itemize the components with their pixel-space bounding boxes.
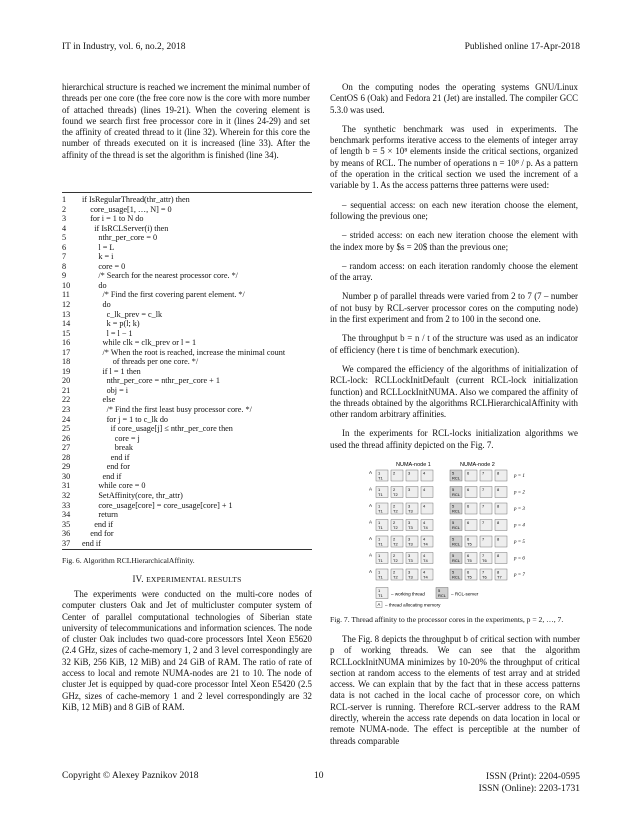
numa-node-1-label: NUMA-node 1 [396,462,431,468]
core-number: 3 [408,487,411,492]
core-number: 3 [408,520,411,525]
core-number: 5 [452,520,455,525]
thread-label: T2 [393,508,398,514]
thread-label: T4 [423,525,428,530]
thread-label: T1 [378,574,383,580]
thread-label: T5 [467,574,472,580]
core-number: 7 [482,520,485,525]
algorithm-line [62,367,312,377]
core-number: 6 [467,536,470,542]
algorithm-line [62,243,312,253]
line-number: 19 [62,366,71,376]
left-column-bottom [62,589,312,713]
paragraph: – random access: on each iteration randomly choose the element of the array. [330,260,578,283]
core-number: 2 [393,536,396,542]
section-title: EXPERIMENTAL RESULTS [146,575,242,584]
algorithm-line [62,539,312,549]
line-number: 35 [62,519,71,529]
paragraph: hierarchical structure is reached we increment the minimal number of threads per one core (the free core now is the core with more number of attached threads) (lines 19-21). When the covering element is found we search first free processor core in it (lines 24-29) and set the affinity of created thread to it (line 32). Wherein for this core the number of threads executed on it is increased (line 33). After the affinity of the thread is set the algorithm is finished (line 34). [62,82,310,160]
fig6-caption: Fig. 6. Algorithm RCLHierarchicalAffinity. [62,556,195,565]
section-heading [62,574,312,584]
line-text: core = j [82,433,140,443]
line-number: 37 [62,538,71,548]
algorithm-line [62,214,312,224]
thread-label: T1 [378,558,383,563]
line-number: 10 [62,280,71,290]
core-number: 2 [393,569,396,575]
algorithm-line [62,338,312,348]
line-number: 13 [62,309,71,319]
line-text: l = l − 1 [82,328,133,338]
core-number: 6 [467,569,470,575]
p-label: p = 2 [514,490,525,496]
thread-label: T6 [482,574,487,580]
line-text: for i = 1 to N do [82,214,144,224]
line-text: for j = 1 to c_lk do [82,414,169,424]
thread-label: T2 [393,574,398,580]
p-label: p = 7 [514,573,525,578]
line-number: 17 [62,347,71,357]
alloc-marker: A [369,470,373,475]
line-text: /* Find the first covering parent element. */ [82,290,245,300]
paragraph: The synthetic benchmark was used in experiments. The benchmark performs iterative access to the elements of integer array of length b = 5 × 10⁸ elements inside the critical sections, organized by means of RCL. The number of operations n = 10⁸ / p. As a pattern of the operation in the critical section we used the increment of a variable by 1. As the access patterns three patterns were used: [330,123,578,191]
line-text: if l = 1 then [82,366,141,376]
running-header-date: Published online 17-Apr-2018 [464,42,580,52]
algorithm-line [62,453,312,463]
thread-label: T1 [378,508,383,514]
fig7-caption: Fig. 7. Thread affinity to the processor cores in the experiments, p = 2, …, 7. [330,615,564,624]
line-number: 26 [62,433,71,443]
core-number: 7 [482,503,485,509]
core-number: 5 [452,553,455,558]
thread-label: RCL [452,492,461,497]
line-number: 23 [62,405,71,415]
fig7-thread-affinity-diagram [368,458,578,608]
p-label: p = 4 [514,523,525,529]
paragraph: – sequential access: on each new iteration choose the element, following the previous one; [330,199,578,221]
core-number: 1 [378,470,381,476]
core-number: 6 [467,503,470,509]
line-number: 1 [62,195,67,204]
core-number: 2 [393,470,396,476]
algorithm-line [62,281,312,291]
algorithm-line [62,224,312,234]
line-number: 27 [62,443,71,453]
line-text: end if [82,538,101,548]
algorithm-line [62,481,312,491]
algorithm-line [62,415,312,425]
thread-label: T2 [393,558,398,563]
core-number: 8 [497,536,500,542]
line-number: 3 [62,214,67,224]
left-column-top [62,82,310,161]
core-number: 4 [423,503,426,509]
line-number: 18 [62,357,71,367]
line-text: of threads per one core. */ [82,357,199,367]
thread-label: T4 [423,558,428,563]
alloc-marker: A [369,519,373,525]
core-number: 1 [378,553,381,558]
algorithm-line [62,195,312,205]
thread-label: T7 [497,574,502,580]
line-text: end for [82,462,130,472]
thread-label: T4 [423,541,428,547]
legend-alloc-letter: A [377,602,381,607]
core-number: 4 [423,569,426,575]
legend-thread-alloc: – thread allocating memory [385,602,441,608]
line-text: k = i [82,252,114,262]
thread-label: T3 [408,574,413,580]
thread-label: T1 [378,541,383,547]
core-number: 2 [393,487,396,492]
alloc-marker: A [369,503,373,508]
line-text: /* When the root is reached, increase the minimal count [82,347,286,357]
line-text: l = L [82,242,115,252]
line-number: 30 [62,471,71,481]
core-number: 6 [467,520,470,525]
line-text: do [82,300,111,310]
line-number: 2 [62,204,67,214]
algorithm-line [62,233,312,243]
algorithm-line [62,300,312,310]
core-number: 4 [423,536,426,542]
alloc-marker: A [369,486,373,492]
algorithm-line [62,357,312,367]
thread-label: T4 [423,574,428,580]
line-number: 5 [62,233,67,243]
algorithm-line [62,271,312,281]
p-label: p = 3 [514,507,525,512]
line-number: 22 [62,395,71,405]
line-text: core_usage[core] = core_usage[core] + 1 [82,500,233,510]
paragraph: In the experiments for RCL-locks initialization algorithms we used the thread affinity depicted on the Fig. 7. [330,428,578,450]
line-text: if IsRegularThread(thr_attr) then [82,195,190,204]
paragraph: On the computing nodes the operating systems GNU/Linux CentOS 6 (Oak) and Fedora 21 (Jet) are installed. The compiler GCC 5.3.0 was used. [330,82,578,115]
line-number: 34 [62,510,71,520]
p-label: p = 6 [514,556,525,562]
core-number: 1 [378,569,381,575]
legend-rcl-label: RCL [438,593,447,598]
thread-label: T3 [408,558,413,563]
line-number: 29 [62,462,71,472]
algorithm-line [62,424,312,434]
core-number: 3 [408,536,411,542]
line-text: do [82,280,107,290]
line-text: c_lk_prev = c_lk [82,309,163,319]
algorithm-line [62,529,312,539]
core-number: 3 [408,553,411,558]
line-text: end if [82,452,130,462]
thread-label: T6 [482,558,487,563]
core-number: 3 [408,503,411,509]
core-number: 3 [408,470,411,476]
thread-label: RCL [452,574,461,580]
line-number: 31 [62,481,71,491]
line-number: 36 [62,529,71,539]
core-number: 6 [467,553,470,558]
algorithm-line [62,376,312,386]
core-number: 4 [423,470,426,476]
thread-label: T3 [408,508,413,514]
p-label: p = 1 [514,474,525,479]
paragraph: We compared the efficiency of the algorithms of initialization of RCL-lock: RCLLockInitDefault (current RCL-lock initialization function) and RCLLockInitNUMA. Also we compared the affinity of the threads obtained by the algorithms RCLHierarchicalAffinity with other random arbitrary affinities. [330,363,578,420]
line-number: 15 [62,328,71,338]
core-number: 2 [393,503,396,509]
alloc-marker: A [369,569,373,574]
legend-rcl-server: – RCL-server [451,591,479,597]
core-number: 5 [452,536,455,542]
alloc-marker: A [369,536,373,541]
core-number: 5 [452,503,455,509]
core-number: 2 [393,553,396,558]
thread-label: T5 [467,558,472,563]
line-number: 12 [62,300,71,310]
algorithm-line [62,319,312,329]
core-number: 3 [408,569,411,575]
line-number: 24 [62,414,71,424]
line-number: 21 [62,385,71,395]
algorithm-line [62,520,312,530]
core-number: 7 [482,470,485,476]
line-text: else [82,395,116,405]
line-text: end if [82,519,114,529]
core-number: 5 [452,470,455,476]
line-number: 4 [62,223,67,233]
algorithm-line [62,262,312,272]
paragraph: The experiments were conducted on the multi-core nodes of computer clusters Oak and Jet of multicluster computer system of Center of parallel computational technologies of Siberian state university of telecommunications and information sciences. The node of cluster Oak includes two quad-core processors Intel Xeon E5620 (2.4 GHz, sizes of cache-memory 1, 2 and 3 level correspondingly are 32 KiB, 256 KiB, 12 MiB) and 24 GiB of RAM. The ratio of rate of access to local and remote NUMA-nodes are 21 to 10. The node of cluster Jet is equipped by quad-core processor Intel Xeon E5420 (2.5 GHz, sizes of cache-memory 1 and 2 level correspondingly are 32 KiB, 12 MiB) and 8 GiB of RAM. [62,589,312,712]
algorithm-line [62,510,312,520]
core-number: 1 [378,536,381,542]
line-text: if IsRCLServer(i) then [82,223,169,233]
line-text: /* Find the first least busy processor core. */ [82,405,252,415]
core-number: 1 [378,503,381,509]
core-number: 7 [482,536,485,542]
right-column-bottom [330,634,580,747]
line-text: while core = 0 [82,481,146,491]
core-number: 7 [482,553,485,558]
line-text: obj = i [82,385,129,395]
line-number: 11 [62,290,70,300]
algorithm-listing [62,192,312,550]
issn-print: ISSN (Print): 2204-0595 [486,772,580,782]
algorithm-line [62,472,312,482]
core-number: 8 [497,520,500,525]
section-number: IV. [132,574,144,584]
footer-issn [479,771,580,795]
line-text: k = p(l; k) [82,319,140,329]
line-number: 8 [62,261,67,271]
algorithm-line [62,205,312,215]
thread-label: T2 [393,525,398,530]
line-text: core = 0 [82,261,126,271]
line-text: if core_usage[j] ≤ nthr_per_core then [82,424,233,434]
algorithm-line [62,395,312,405]
core-number: 8 [497,569,500,575]
thread-label: T1 [378,492,383,497]
core-number: 8 [497,503,500,509]
algorithm-line [62,310,312,320]
right-column-top [330,82,578,451]
line-text: nthr_per_core = 0 [82,233,158,243]
line-text: end if [82,471,122,481]
line-number: 9 [62,271,67,281]
paragraph: The Fig. 8 depicts the throughput b of critical section with number p of working threads. We can see that the algorithm RCLLockInitNUMA minimizes by 10-20% the throughput of critical section at random access to the elements of test array and at strided access. We can explain that by the fact that in these access patterns data is not cached in the local cache of processor core, on which RCL-server is running. Therefore RCL-server address to the RAM directly, wherein the access rate depends on data location in local or remote NUMA-node. The effect is perceptible at the number of threads comparable [330,634,580,746]
thread-label: RCL [452,541,461,547]
numa-node-2-label: NUMA-node 2 [460,462,495,468]
core-number: 7 [482,569,485,575]
core-number: 5 [452,569,455,575]
thread-label: RCL [452,508,461,514]
thread-label: T2 [393,492,398,497]
line-number: 20 [62,376,71,386]
algorithm-line [62,462,312,472]
thread-label: T3 [408,541,413,547]
line-text: end for [82,529,114,539]
thread-label: T3 [408,525,413,530]
line-text: break [82,443,133,453]
legend-working-thread: – working thread [391,591,425,597]
core-number: 8 [497,553,500,558]
legend-thread-label: T1 [378,593,383,598]
algorithm-line [62,491,312,501]
line-number: 7 [62,252,67,262]
alloc-marker: A [369,552,373,558]
line-number: 33 [62,500,71,510]
line-text: while clk = clk_prev or l = 1 [82,338,197,348]
algorithm-line [62,252,312,262]
core-number: 4 [423,487,426,492]
footer-page-number: 10 [314,771,324,781]
core-number: 4 [423,553,426,558]
line-text: /* Search for the nearest processor core. */ [82,271,238,281]
thread-label: T5 [467,541,472,547]
algorithm-line [62,386,312,396]
core-number: 1 [378,487,381,492]
algorithm-line [62,329,312,339]
line-text: nthr_per_core = nthr_per_core + 1 [82,376,220,386]
line-text: SetAffinity(core, thr_attr) [82,490,183,500]
running-header-journal: IT in Industry, vol. 6, no.2, 2018 [62,42,186,52]
thread-label: T2 [393,541,398,547]
core-number: 4 [423,520,426,525]
algorithm-line [62,443,312,453]
issn-online: ISSN (Online): 2203-1731 [478,784,580,794]
thread-label: RCL [452,525,461,530]
core-number: 2 [393,520,396,525]
core-number: 1 [378,520,381,525]
algorithm-line [62,501,312,511]
line-number: 28 [62,452,71,462]
thread-label: RCL [452,475,461,481]
paragraph: Number p of parallel threads were varied from 2 to 7 (7 – number of not busy by RCL-server processor cores on the computing node) in the first experiment and from 2 to 100 in the second one. [330,291,578,325]
core-number: 6 [467,487,470,492]
footer-copyright: Copyright © Alexey Paznikov 2018 [62,771,199,781]
line-number: 14 [62,319,71,329]
thread-label: T1 [378,475,383,481]
thread-label: T1 [378,525,383,530]
core-number: 8 [497,470,500,476]
legend-rcl-number: 5 [438,588,441,593]
core-number: 7 [482,487,485,492]
core-number: 6 [467,470,470,476]
paragraph: The throughput b = n / t of the structure was used as an indicator of efficiency (here t is time of benchmark execution). [330,333,578,355]
line-number: 16 [62,338,71,348]
thread-label: RCL [452,558,461,563]
line-text: core_usage[1, …, N] = 0 [82,204,172,214]
line-number: 25 [62,424,71,434]
line-number: 32 [62,490,71,500]
algorithm-line [62,405,312,415]
legend-core-number: 1 [378,588,381,593]
line-number: 6 [62,242,67,252]
line-text: return [82,510,118,520]
core-number: 8 [497,487,500,492]
core-number: 5 [452,487,455,492]
paragraph: – strided access: on each new iteration choose the element with the index more by $s = 20$ than the previous one; [330,230,578,252]
p-label: p = 5 [514,540,525,545]
algorithm-line [62,348,312,358]
algorithm-line [62,434,312,444]
algorithm-line [62,290,312,300]
